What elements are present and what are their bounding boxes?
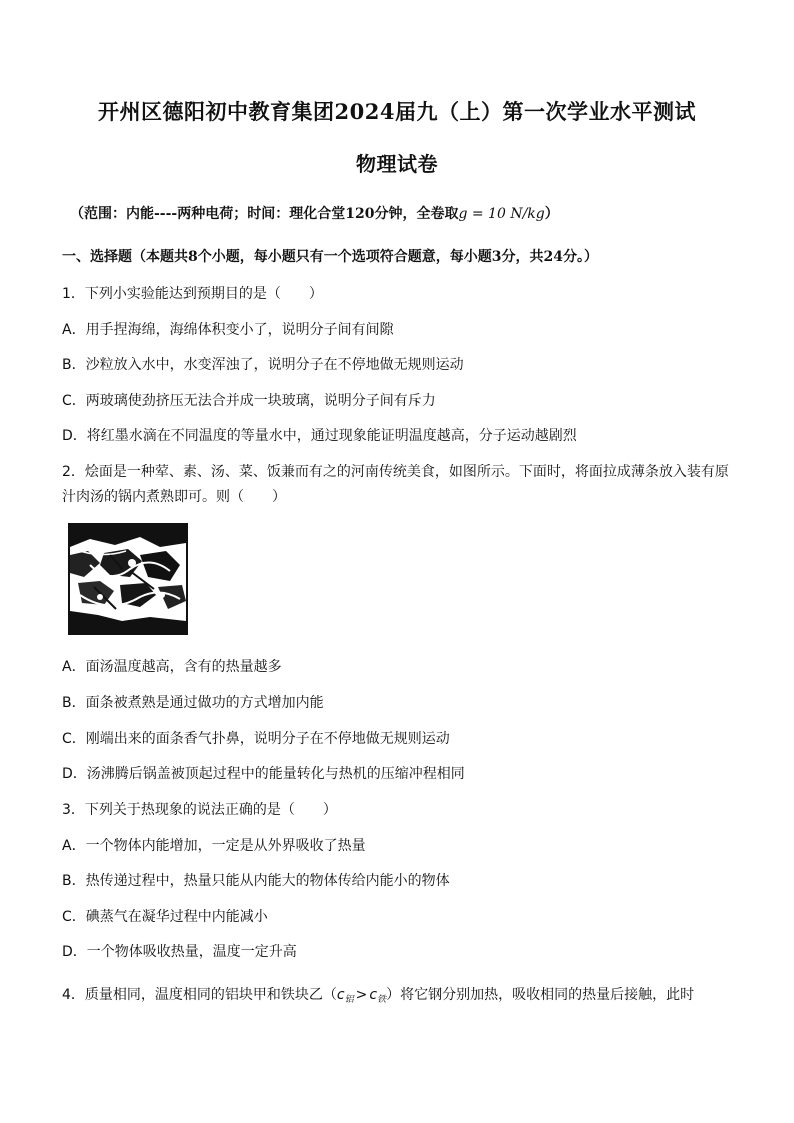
question-2-option-b: B．面条被煮熟是通过做功的方式增加内能 bbox=[62, 695, 324, 711]
question-1-option-a: A．用手捏海绵，海绵体积变小了，说明分子间有间隙 bbox=[62, 322, 394, 338]
range-prefix: （范围：内能----两种电荷；时间：理化合堂120分钟，全卷取 bbox=[70, 206, 459, 222]
exam-subtitle: 物理试卷 bbox=[356, 152, 438, 176]
range-suffix: ） bbox=[544, 206, 559, 222]
question-2-option-d: D．汤沸腾后锅盖被顶起过程中的能量转化与热机的压缩冲程相同 bbox=[62, 766, 465, 782]
question-2-stem-line2: 汁肉汤的锅内煮熟即可。则（ ） bbox=[62, 489, 286, 505]
question-3-option-d: D．一个物体吸收热量，温度一定升高 bbox=[62, 944, 297, 960]
question-4-stem-after: ）将它钢分别加热，吸收相同的热量后接触，此时 bbox=[386, 987, 695, 1003]
question-1-stem: 1．下列小实验能达到预期目的是（ ） bbox=[62, 286, 323, 302]
question-2-option-a: A．面汤温度越高，含有的热量越多 bbox=[62, 659, 282, 675]
question-4-stem-before: 4．质量相同，温度相同的铝块甲和铁块乙（ bbox=[62, 987, 337, 1003]
specific-heat-fe: $c_铁$ bbox=[369, 987, 387, 1005]
question-2-option-c: C．刚端出来的面条香气扑鼻，说明分子在不停地做无规则运动 bbox=[62, 731, 450, 747]
noodle-photo-image bbox=[70, 525, 186, 633]
question-1-option-b: B．沙粒放入水中，水变浑浊了，说明分子在不停地做无规则运动 bbox=[62, 357, 464, 373]
noodle-photo bbox=[68, 523, 188, 635]
question-3-option-c: C．碘蒸气在凝华过程中内能减小 bbox=[62, 909, 268, 925]
section-heading: 一、选择题（本题共8个小题，每小题只有一个选项符合题意，每小题3分，共24分。） bbox=[62, 249, 598, 265]
range-formula: g = 10 N/kg bbox=[458, 206, 545, 222]
question-3-stem: 3．下列关于热现象的说法正确的是（ ） bbox=[62, 802, 337, 818]
question-4-stem bbox=[62, 986, 742, 1009]
greater-than: > bbox=[355, 987, 368, 1003]
exam-range-note bbox=[70, 203, 559, 223]
exam-title: 开州区德阳初中教育集团2024届九（上）第一次学业水平测试 bbox=[98, 99, 696, 124]
specific-heat-al: $c_铝$ bbox=[336, 987, 354, 1005]
question-3-option-a: A．一个物体内能增加，一定是从外界吸收了热量 bbox=[62, 838, 366, 854]
question-1-option-c: C．两玻璃使劲挤压无法合并成一块玻璃，说明分子间有斥力 bbox=[62, 393, 436, 409]
question-3-option-b: B．热传递过程中，热量只能从内能大的物体传给内能小的物体 bbox=[62, 873, 450, 889]
question-2-stem-line1: 2．烩面是一种荤、素、汤、菜、饭兼而有之的河南传统美食，如图所示。下面时，将面拉成薄条放入装有原 bbox=[62, 464, 729, 480]
question-1-option-d: D．将红墨水滴在不同温度的等量水中，通过现象能证明温度越高，分子运动越剧烈 bbox=[62, 428, 577, 444]
